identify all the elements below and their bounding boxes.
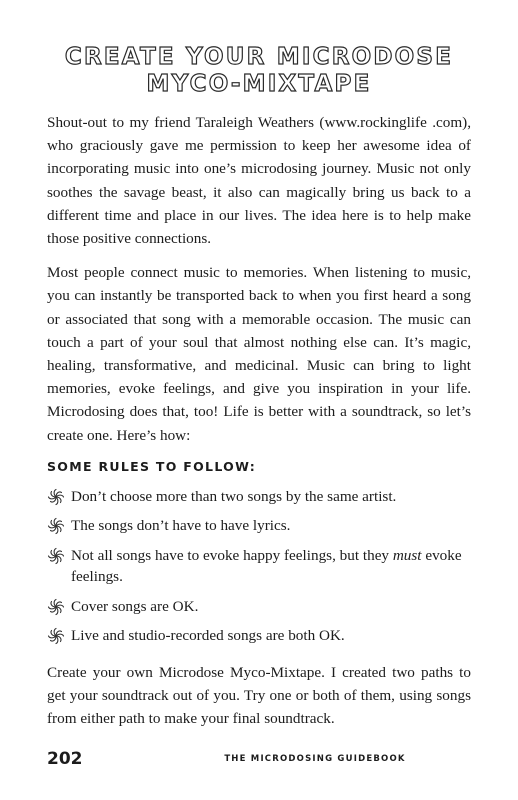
rule-text-emphasis: must [392,546,422,564]
rule-text: Don’t choose more than two songs by the same artist. [71,487,397,505]
rules-list [47,486,471,647]
memories-paragraph: Most people connect music to memories. When listening to music, you can instantly be transported back to when you first heard a song or associated that song with a memorable occasion. The music can touch a part of your soul that almost nothing else can. It’s magic, healing, transformative, and medicinal. Music can bring to light memories, evoke feelings, and give you inspiration in your life. Microdosing does that, too! Life is better with a soundtrack, so let’s create one. Here’s how: [47,264,471,444]
closing-paragraph: Create your own Microdose Myco-Mixtape. I created two paths to get your soundtrack out of you. Try one or both of them, using songs from either path to make your final soundtrack. [47,663,471,728]
list-item [47,515,471,537]
running-title: THE MICRODOSING GUIDEBOOK [224,754,406,764]
title-line-1: CREATE YOUR MICRODOSE [64,44,454,70]
page-footer [47,749,471,771]
rule-text-before: Not all songs have to evoke happy feelings, but they [71,546,393,564]
page-number: 202 [47,749,83,769]
list-item [47,545,471,588]
spiral-swirl-icon [47,598,65,616]
list-item [47,596,471,618]
title-line-2: MYCO-MIXTAPE [146,71,372,97]
list-item [47,625,471,647]
rule-text-after: evoke feelings. [71,546,462,586]
intro-paragraph: Shout-out to my friend Taraleigh Weathers (www.rockinglife .com), who graciously gave me permission to keep her awesome idea of incorporating music into one’s microdosing journey. Music not only soothes the savage beast, it also can magically bring us back to a different time and place in our lives. The idea here is to help make those positive connections. [47,114,471,248]
spiral-swirl-icon [47,547,65,565]
spiral-swirl-icon [47,517,65,535]
rules-heading: SOME RULES TO FOLLOW: [47,458,257,474]
rule-text: The songs don’t have to have lyrics. [71,517,291,535]
list-item [47,486,471,508]
rule-text: Live and studio-recorded songs are both OK. [71,627,345,645]
spiral-swirl-icon [47,627,65,645]
page-title [47,44,471,98]
page-content [47,44,471,741]
spiral-swirl-icon [47,488,65,506]
rule-text: Cover songs are OK. [71,597,199,615]
